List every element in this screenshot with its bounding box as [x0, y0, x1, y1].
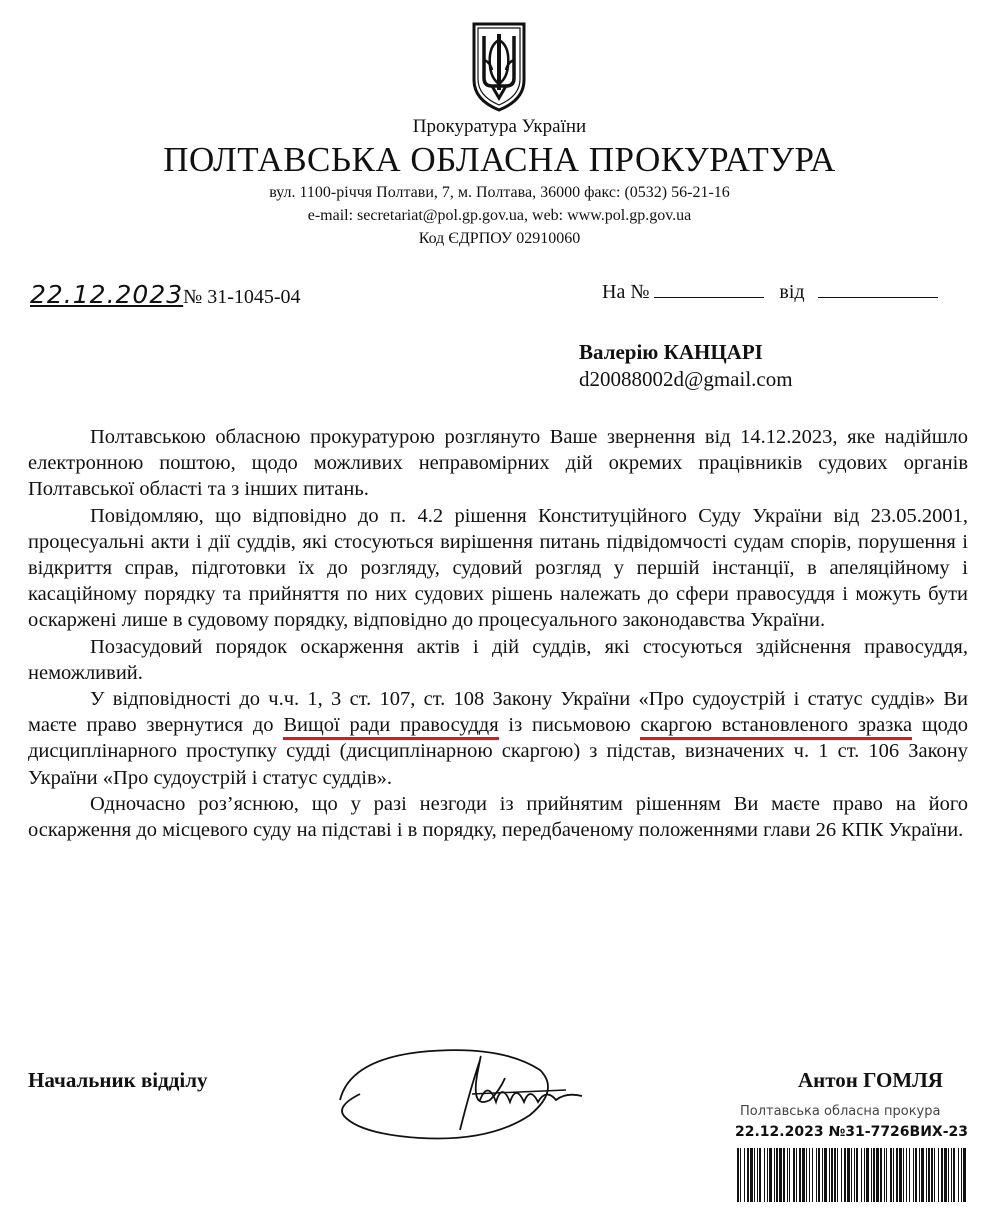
office-contacts: e-mail: secretariat@pol.gp.gov.ua, web: www.pol.gp.gov.ua	[307, 207, 692, 224]
barcode-bar	[961, 1148, 962, 1202]
letter-body	[28, 424, 968, 843]
barcode-bar	[926, 1148, 927, 1202]
handwritten-signature	[330, 1030, 610, 1150]
barcode-bar	[779, 1148, 782, 1202]
body-paragraph-4-part-a: У відповідності до ч.ч. 1, 3 ст. 107, ст. 108 Закону України «Про судоустрій і статус суддів» Ви маєте право звернутися до	[28, 688, 968, 737]
body-paragraph-4-part-b: із письмовою	[498, 714, 641, 737]
barcode-bar	[899, 1148, 902, 1202]
barcode-bar	[896, 1148, 898, 1202]
barcode-bar	[841, 1148, 842, 1202]
barcode-bar	[919, 1148, 920, 1202]
barcode-bar	[754, 1148, 755, 1202]
reference-number-blank	[654, 281, 764, 298]
barcode-bar	[737, 1148, 739, 1202]
barcode-bar	[796, 1148, 797, 1202]
barcode-bar	[834, 1148, 836, 1202]
barcode-bar	[824, 1148, 827, 1202]
barcode-bar	[866, 1148, 869, 1202]
barcode-bar	[856, 1148, 858, 1202]
registration-line	[30, 280, 301, 309]
barcode-bar	[958, 1148, 959, 1202]
reference-number-label: На №	[602, 281, 650, 303]
addressee-email: d20088002d@gmail.com	[579, 367, 793, 391]
barcode-bar	[787, 1148, 788, 1202]
barcode-bar	[931, 1148, 933, 1202]
barcode-bar	[861, 1148, 862, 1202]
barcode-bar	[886, 1148, 887, 1202]
office-address: вул. 1100-річчя Полтави, 7, м. Полтава, 36000 факс: (0532) 56-21-16	[269, 184, 730, 201]
signatory-name: Антон ГОМЛЯ	[798, 1068, 943, 1092]
registration-date: 22.12.2023	[30, 280, 184, 309]
registration-stamp-org: Полтавська обласна прокура	[740, 1104, 941, 1119]
body-paragraph-4	[28, 686, 968, 791]
barcode-bar	[876, 1148, 879, 1202]
barcode-bar	[757, 1148, 758, 1202]
barcode-bar	[767, 1148, 768, 1202]
barcode-bar	[837, 1148, 838, 1202]
barcode-bar	[818, 1148, 820, 1202]
barcode-bar	[789, 1148, 790, 1202]
body-paragraph-3: Позасудовий порядок оскарження актів і дій суддів, які стосуються здійснення правосуддя, неможливий.	[28, 635, 968, 684]
highlight-high-council-of-justice: Вищої ради правосуддя	[283, 714, 498, 740]
barcode-bar	[915, 1148, 917, 1202]
barcode-bar	[934, 1148, 935, 1202]
barcode-bar	[847, 1148, 850, 1202]
barcode-bar	[953, 1148, 955, 1202]
ukraine-coat-of-arms-icon	[470, 18, 528, 114]
barcode-bar	[744, 1148, 745, 1202]
barcode-bar	[963, 1148, 966, 1202]
body-paragraph-1: Полтавською обласною прокуратурою розглянуто Ваше звернення від 14.12.2023, яке надійшло електронною поштою, щодо можливих неправомірних дій окремих працівників судових органів Полтавської області та з інших питань.	[28, 426, 968, 501]
office-code: Код ЄДРПОУ 02910060	[418, 230, 581, 247]
barcode-bar	[812, 1148, 813, 1202]
barcode-bar	[747, 1148, 749, 1202]
barcode-bar	[750, 1148, 753, 1202]
barcode-bar	[938, 1148, 939, 1202]
registration-number: № 31-1045-04	[183, 286, 301, 308]
barcode-bar	[764, 1148, 765, 1202]
barcode-bar	[948, 1148, 949, 1202]
registration-stamp-number: 22.12.2023 №31-7726ВИХ-23	[735, 1124, 969, 1140]
barcode-bar	[951, 1148, 952, 1202]
agency-name: Прокуратура України	[412, 116, 587, 137]
barcode-bar	[880, 1148, 882, 1202]
highlight-complaint-form: скаргою встановленого зразка	[640, 714, 912, 740]
barcode-bar	[793, 1148, 795, 1202]
addressee-name: Валерію КАНЦАРІ	[579, 340, 763, 364]
barcode-bar	[802, 1148, 805, 1202]
barcode-bar	[851, 1148, 852, 1202]
barcode-bar	[903, 1148, 904, 1202]
barcode-bar	[769, 1148, 772, 1202]
barcode-bar	[941, 1148, 943, 1202]
barcode-bar	[913, 1148, 914, 1202]
office-name: ПОЛТАВСЬКА ОБЛАСНА ПРОКУРАТУРА	[163, 140, 836, 179]
body-paragraph-2: Повідомляю, що відповідно до п. 4.2 рішення Конституційного Суду України від 23.05.2001, процесуальні акти і дії суддів, які стосуються вирішення питань підвідомчості судам спорів, порушення і відкриття справ, підготовки їх до розгляду, судовий розгляд у першій інстанції, в апеляційному і касаційному порядку та прийняття по них судових рішень належать до сфери правосуддя і можуть бути оскаржені лише в судовому порядку, відповідно до процесуального законодавства України.	[28, 504, 968, 632]
barcode-bar	[816, 1148, 817, 1202]
barcode-bar	[864, 1148, 865, 1202]
barcode-bar	[873, 1148, 875, 1202]
barcode-bar	[799, 1148, 801, 1202]
barcode-bar	[906, 1148, 907, 1202]
signatory-title: Начальник відділу	[28, 1068, 208, 1092]
barcode-bar	[893, 1148, 894, 1202]
barcode-bar	[822, 1148, 823, 1202]
barcode-bar	[854, 1148, 855, 1202]
barcode-bar	[740, 1148, 741, 1202]
barcode-bar	[928, 1148, 930, 1202]
barcode-bar	[806, 1148, 807, 1202]
barcode	[735, 1146, 970, 1204]
barcode-bar	[921, 1148, 924, 1202]
barcode-bar	[829, 1148, 830, 1202]
barcode-bar	[944, 1148, 947, 1202]
reference-date-label: від	[779, 281, 805, 303]
barcode-bar	[890, 1148, 892, 1202]
barcode-bar	[809, 1148, 810, 1202]
barcode-bar	[783, 1148, 785, 1202]
body-paragraph-5: Одночасно роз’яснюю, що у разі незгоди із прийнятим рішенням Ви маєте право на його оскарження до місцевого суду на підставі і в порядку, передбаченому положеннями глави 26 КПК України.	[28, 792, 968, 842]
body-paragraph-4-part-c: щодо дисциплінарного проступку судді (дисциплінарною скаргою) з підстав, визначених ч. 1 ст. 106 Закону України «Про судоустрій і статус суддів».	[28, 714, 969, 789]
barcode-bar	[871, 1148, 872, 1202]
reference-line	[602, 281, 938, 304]
barcode-bar	[844, 1148, 846, 1202]
barcode-bar	[884, 1148, 885, 1202]
reference-date-blank	[818, 281, 938, 298]
barcode-bar	[776, 1148, 778, 1202]
barcode-bar	[831, 1148, 833, 1202]
barcode-bar	[774, 1148, 775, 1202]
barcode-bar	[759, 1148, 761, 1202]
barcode-bar	[909, 1148, 910, 1202]
